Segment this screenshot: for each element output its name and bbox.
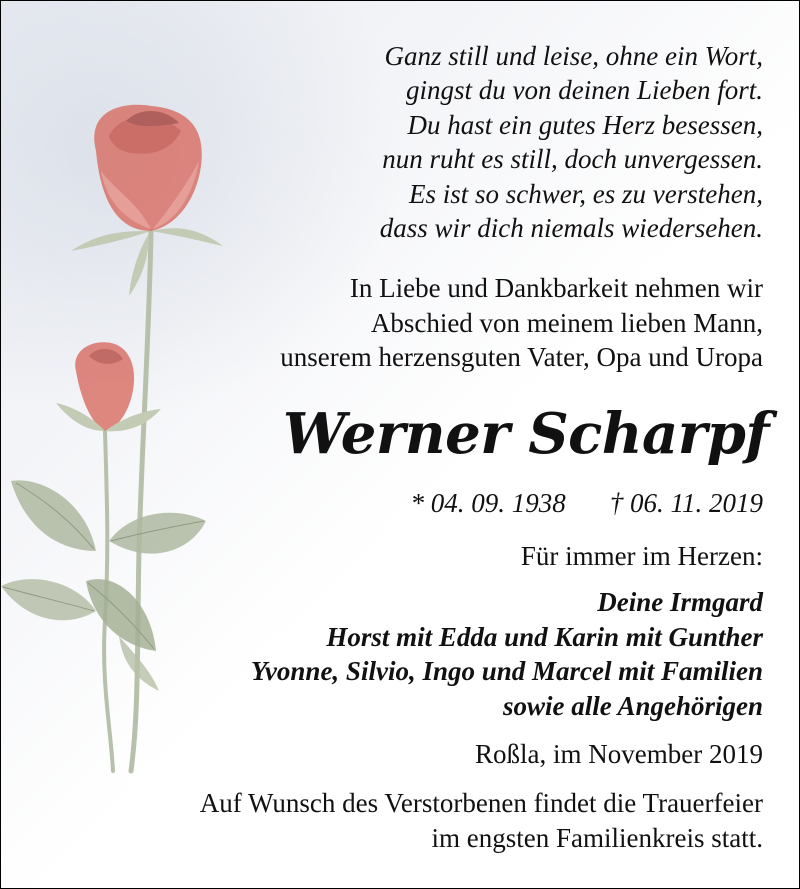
rose-leaf [11, 480, 96, 551]
mourner-line: Deine Irmgard [597, 587, 763, 617]
poem-line: Du hast ein gutes Herz besessen, [407, 109, 763, 140]
deceased-name: Werner Scharpf [282, 401, 769, 467]
notice-line: Auf Wunsch des Verstorbenen findet die Trauerfeier [199, 788, 763, 818]
notice-line: im engsten Familienkreis statt. [431, 822, 763, 853]
rose-sepal [151, 228, 223, 246]
rose-leaf [109, 513, 206, 554]
birth-date: * 04. 09. 1938 [410, 488, 566, 518]
poem-line: nun ruht es still, doch unvergessen. [382, 144, 763, 175]
forever-heading: Für immer im Herzen: [520, 541, 763, 571]
intro-line: In Liebe und Dankbarkeit nehmen wir [349, 273, 763, 303]
mourner-line: Horst mit Edda und Karin mit Gunther [326, 621, 763, 652]
death-date: † 06. 11. 2019 [609, 488, 763, 518]
intro-line: Abschied von meinem lieben Mann, [370, 307, 763, 338]
rose-large [94, 105, 202, 231]
poem-line: Es ist so schwer, es zu verstehen, [409, 178, 763, 209]
place-and-date: Roßla, im November 2019 [475, 739, 763, 769]
poem [380, 39, 763, 245]
poem-line: Ganz still und leise, ohne ein Wort, [384, 41, 763, 71]
intro-line: unserem herzensguten Vater, Opa und Uropa [280, 342, 763, 372]
poem-line: dass wir dich niemals wiedersehen. [379, 213, 763, 244]
rose-sepal [129, 233, 149, 296]
rose-illustration [1, 81, 241, 781]
rose-sepal [71, 231, 151, 251]
farewell-intro [280, 271, 763, 375]
rose-stem-large [131, 231, 151, 771]
funeral-notice [200, 786, 763, 855]
mourners-list [251, 585, 763, 723]
rose-leaf [1, 579, 96, 620]
life-dates [411, 485, 764, 521]
mourner-line: Yvonne, Silvio, Ingo und Marcel mit Familien [250, 656, 763, 687]
poem-line: gingst du von deinen Lieben fort. [406, 75, 763, 106]
mourner-line: sowie alle Angehörigen [502, 690, 763, 721]
